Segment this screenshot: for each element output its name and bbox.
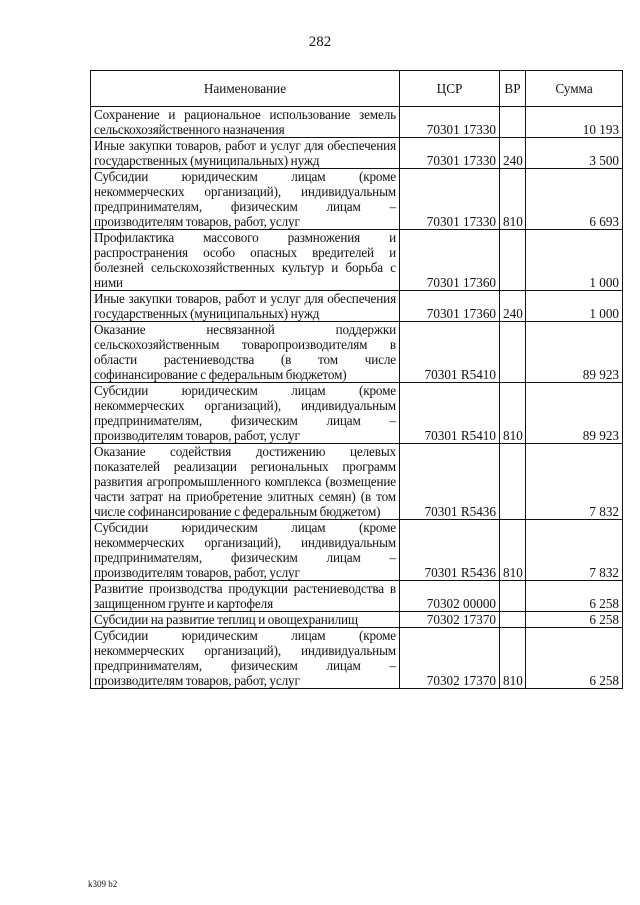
row-vr bbox=[500, 444, 526, 520]
row-vr: 810 bbox=[500, 628, 526, 689]
row-vr: 810 bbox=[500, 520, 526, 581]
budget-table bbox=[90, 70, 623, 689]
row-sum: 10 193 bbox=[526, 107, 623, 138]
row-csr: 70301 R5436 bbox=[400, 444, 500, 520]
row-name: Субсидии юридическим лицам (кроме некоммерческих организаций), индивидуальным предпринимателям, физическим лицам – производителям товаров, работ, услуг bbox=[91, 383, 400, 444]
row-vr: 240 bbox=[500, 138, 526, 169]
header-name: Наименование bbox=[91, 71, 400, 107]
row-csr: 70301 17330 bbox=[400, 138, 500, 169]
row-vr: 810 bbox=[500, 169, 526, 230]
row-vr bbox=[500, 230, 526, 291]
table-row bbox=[91, 291, 623, 322]
row-csr: 70301 17330 bbox=[400, 169, 500, 230]
row-sum: 89 923 bbox=[526, 383, 623, 444]
row-csr: 70302 00000 bbox=[400, 581, 500, 612]
row-vr bbox=[500, 107, 526, 138]
row-vr bbox=[500, 322, 526, 383]
row-name: Субсидии юридическим лицам (кроме некоммерческих организаций), индивидуальным предпринимателям, физическим лицам – производителям товаров, работ, услуг bbox=[91, 520, 400, 581]
table-row bbox=[91, 169, 623, 230]
table-row bbox=[91, 612, 623, 628]
row-sum: 7 832 bbox=[526, 444, 623, 520]
table-header-row bbox=[91, 71, 623, 107]
row-sum: 7 832 bbox=[526, 520, 623, 581]
table-row bbox=[91, 107, 623, 138]
row-name: Субсидии юридическим лицам (кроме некоммерческих организаций), индивидуальным предпринимателям, физическим лицам – производителям товаров, работ, услуг bbox=[91, 628, 400, 689]
table-row bbox=[91, 581, 623, 612]
header-csr: ЦСР bbox=[400, 71, 500, 107]
table-row bbox=[91, 138, 623, 169]
row-vr: 240 bbox=[500, 291, 526, 322]
row-csr: 70302 17370 bbox=[400, 612, 500, 628]
row-name: Развитие производства продукции растениеводства в защищенном грунте и картофеля bbox=[91, 581, 400, 612]
row-sum: 6 258 bbox=[526, 612, 623, 628]
header-sum: Сумма bbox=[526, 71, 623, 107]
row-sum: 6 258 bbox=[526, 628, 623, 689]
row-csr: 70301 R5436 bbox=[400, 520, 500, 581]
row-name: Субсидии юридическим лицам (кроме некоммерческих организаций), индивидуальным предпринимателям, физическим лицам – производителям товаров, работ, услуг bbox=[91, 169, 400, 230]
row-name: Иные закупки товаров, работ и услуг для обеспечения государственных (муниципальных) нужд bbox=[91, 138, 400, 169]
row-name: Иные закупки товаров, работ и услуг для обеспечения государственных (муниципальных) нужд bbox=[91, 291, 400, 322]
row-csr: 70301 R5410 bbox=[400, 383, 500, 444]
table-row bbox=[91, 520, 623, 581]
row-sum: 6 258 bbox=[526, 581, 623, 612]
row-name: Профилактика массового размножения и распространения особо опасных вредителей и болезней сельскохозяйственных культур и борьба с ними bbox=[91, 230, 400, 291]
page-number: 282 bbox=[308, 34, 332, 50]
row-sum: 1 000 bbox=[526, 291, 623, 322]
row-vr bbox=[500, 581, 526, 612]
row-name: Оказание содействия достижению целевых показателей реализации региональных программ развития агропромышленного комплекса (возмещение части затрат на приобретение элитных семян) (в том числе софинансирование с федеральным бюджетом) bbox=[91, 444, 400, 520]
header-vr: ВР bbox=[500, 71, 526, 107]
table-row bbox=[91, 322, 623, 383]
row-vr: 810 bbox=[500, 383, 526, 444]
table-row bbox=[91, 444, 623, 520]
row-name: Субсидии на развитие теплиц и овощехранилищ bbox=[91, 612, 400, 628]
table-row bbox=[91, 628, 623, 689]
row-csr: 70301 17360 bbox=[400, 230, 500, 291]
table-row bbox=[91, 383, 623, 444]
footer-code: k309 b2 bbox=[88, 879, 118, 889]
row-sum: 1 000 bbox=[526, 230, 623, 291]
row-sum: 3 500 bbox=[526, 138, 623, 169]
row-vr bbox=[500, 612, 526, 628]
row-sum: 6 693 bbox=[526, 169, 623, 230]
table-row bbox=[91, 230, 623, 291]
row-csr: 70302 17370 bbox=[400, 628, 500, 689]
row-sum: 89 923 bbox=[526, 322, 623, 383]
row-csr: 70301 17330 bbox=[400, 107, 500, 138]
row-csr: 70301 17360 bbox=[400, 291, 500, 322]
row-name: Сохранение и рациональное использование земель сельскохозяйственного назначения bbox=[91, 107, 400, 138]
row-csr: 70301 R5410 bbox=[400, 322, 500, 383]
row-name: Оказание несвязанной поддержки сельскохозяйственным товаропроизводителям в области растениеводства (в том числе софинансирование с федеральным бюджетом) bbox=[91, 322, 400, 383]
